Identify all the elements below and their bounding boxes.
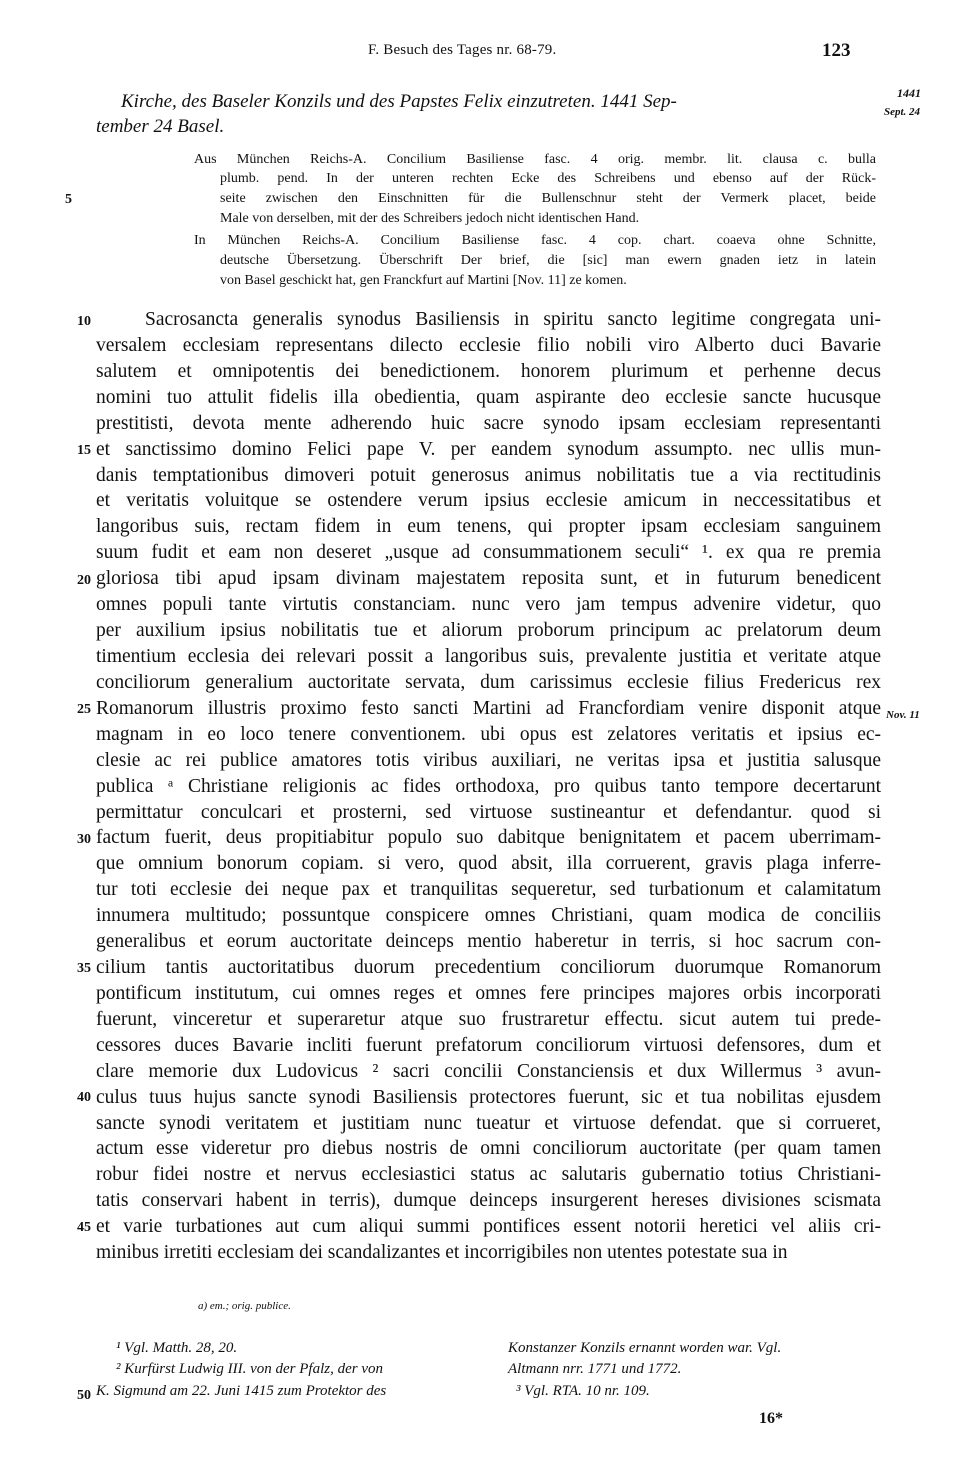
text-line: sancte synodi veritatem et justitiam nunc tueatur et virtuose defendat. que si corrueret, (96, 1112, 881, 1134)
critical-apparatus-note: a) em.; orig. publice. (198, 1300, 291, 1312)
text-line: publica ᵃ Christiane religionis ac fides orthodoxa, pro quibus tanto tempore decertarunt (96, 775, 881, 797)
text-line: prestitisti, devota mente adherendo huic sacre synodo ipsam ecclesiam representanti (96, 412, 881, 434)
line-number: 15 (77, 443, 91, 458)
footnote-right-line: Konstanzer Konzils ernannt worden war. Vgl. (508, 1340, 782, 1356)
line-number: 25 (77, 702, 91, 717)
signature-mark: 16* (759, 1410, 783, 1427)
footnote-right-line: Altmann nrr. 1771 und 1772. (508, 1361, 682, 1377)
text-line: magnam in eo loco tenere conventionem. ubi opus est zelatores veritatis et ipsius ec- (96, 723, 881, 745)
text-line: cessores duces Bavarie incliti fuerunt prefatorum conciliorum virtuosi defensores, dum et (96, 1034, 881, 1056)
page-number: 123 (822, 40, 851, 61)
source-line: plumb. pend. In der unteren rechten Ecke des Schreibens und ebenso auf der Rück- (220, 171, 876, 186)
footnote-left-line: K. Sigmund am 22. Juni 1415 zum Protektor des (96, 1383, 387, 1399)
text-line: tur toti ecclesie dei neque pax et tranquilitas sequeretur, sed turbationum et calamitatum (96, 879, 881, 901)
text-line: timentium ecclesia dei relevari possit a langoribus suis, prevalente justitia et veritate atque (96, 646, 881, 667)
text-line: Romanorum illustris proximo festo sancti Martini ad Francfordiam venire disponit atque (96, 697, 881, 719)
line-number: 35 (77, 961, 91, 976)
margin-note-date: Nov. 11 (886, 709, 920, 721)
text-line: langoribus suis, rectam fidem in eum tenens, qui propter ipsam ecclesiam sanguinem (96, 516, 881, 538)
line-number: 5 (65, 192, 72, 207)
document-heading-line-2: tember 24 Basel. (96, 116, 225, 137)
source-line: deutsche Übersetzung. Überschrift Der brief, die [sic] man ewern gnaden ietz in latein (220, 253, 876, 268)
text-line: minibus irretiti ecclesiam dei scandalizantes et incorrigibiles non utentes potestate sua in (96, 1242, 788, 1264)
text-line: permittatur conculcari et prosterni, sed virtuose sustineantur et defendantur. quod si (96, 801, 881, 823)
source-line: seite zwischen den Einschnitten für die Bullenschnur steht der Vermerk placet, beide (220, 191, 876, 206)
text-line: conciliorum generalium auctoritate servata, dum carissimus ecclesie filius Fredericus rex (96, 671, 881, 693)
text-line: versalem ecclesiam representans dilecto ecclesie filio nobili viro Alberto duci Bavarie (96, 334, 881, 356)
text-line: per auxilium ipsius nobilitatis tue et aliorum proborum principum ac prelatorum deum (96, 620, 881, 641)
text-line: omnes populi tante virtutis constanciam. nunc vero jam tempus advenire videtur, quo (96, 594, 881, 616)
text-line: actum esse videretur pro diebus nostris de omni conciliorum auctoritate (per quam tamen (96, 1138, 881, 1160)
text-line: factum fuerit, deus propitiabitur populo suo dabitque benignitatem et pacem uberrimam- (96, 827, 881, 849)
text-line: clare memorie dux Ludovicus ² sacri concilii Constanciensis et dux Willermus ³ avun- (96, 1060, 881, 1082)
source-line: von Basel geschickt hat, gen Franckfurt auf Martini [Nov. 11] ze komen. (220, 273, 627, 288)
margin-date-day: Sept. 24 (884, 106, 921, 118)
text-line: cilium tantis auctoritatibus duorum precedentium conciliorum duorumque Romanorum (96, 957, 881, 978)
text-line: pontificum institutum, cui omnes reges et omnes fere principes majores orbis incorporati (96, 982, 881, 1004)
text-line: danis temptationibus dimoveri potuit generosus animus nobilitatis tue a via rectitudinis (96, 464, 881, 486)
text-line: culus tuus hujus sancte synodi Basiliensis protectores fuerunt, sic et tua nobilitas ejusdem (96, 1086, 881, 1108)
source-line: Male von derselben, mit der des Schreibers jedoch nicht identischen Hand. (220, 211, 640, 226)
text-line: generalibus et eorum auctoritate deinceps mentio haberetur in terris, si hoc sacrum con- (96, 931, 881, 953)
source-line: In München Reichs-A. Concilium Basiliense fasc. 4 cop. chart. coaeva ohne Schnitte, (194, 233, 876, 248)
margin-date-year: 1441 (897, 86, 921, 100)
line-number: 40 (77, 1090, 91, 1105)
document-heading-line-1: Kirche, des Baseler Konzils und des Papstes Felix einzutreten. 1441 Sep- (121, 91, 677, 112)
text-line: gloriosa tibi apud ipsam divinam majestatem reposita sunt, et in futurum benedicent (96, 568, 881, 590)
footnote-left-line: ¹ Vgl. Matth. 28, 20. (116, 1340, 238, 1356)
line-number: 20 (77, 573, 91, 588)
text-line: Sacrosancta generalis synodus Basiliensis in spiritu sancto legitime congregata uni- (145, 309, 881, 330)
text-line: clesie ac rei publice amatores totis viribus auxiliari, ne veritas ipsa et justitia salusque (96, 749, 881, 771)
line-number: 50 (77, 1388, 91, 1403)
text-line: tatis conservari habent in terris), dumque deinceps insurgerent hereses divisiones scismata (96, 1190, 881, 1212)
text-line: innumera multitudo; possuntque conspicere omnes Christiani, quam modica de conciliis (96, 905, 881, 927)
line-number: 10 (77, 314, 91, 329)
text-line: nomini tuo attulit fidelis illa obedientia, quam aspirante deo ecclesie sancte hucusque (96, 386, 881, 408)
text-line: fuerunt, vinceretur et superaretur atque suo frustraretur effectu. sicut autem tui prede- (96, 1008, 881, 1030)
text-line: et varie turbationes aut cum aliqui summi pontifices essent notorii heretici vel aliis cri- (96, 1216, 881, 1238)
footnote-right-line: ³ Vgl. RTA. 10 nr. 109. (516, 1383, 650, 1399)
line-number: 45 (77, 1220, 91, 1235)
text-line: que omnium bonorum copiam. si vero, quod absit, illa corruerent, gravis plaga inferre- (96, 853, 881, 875)
text-line: robur fidei nostre et nervus ecclesiastici status ac salutaris gubernatio totius Christiani- (96, 1164, 881, 1186)
running-title: F. Besuch des Tages nr. 68-79. (368, 42, 557, 58)
line-number: 30 (77, 832, 91, 847)
text-line: et sanctissimo domino Felici pape V. per eandem synodum assumpto. nec ullis mun- (96, 438, 881, 460)
text-line: suum fudit et eam non deseret „usque ad consummationem seculi“ ¹. ex qua re premia (96, 542, 881, 564)
source-line: Aus München Reichs-A. Concilium Basiliense fasc. 4 orig. membr. lit. clausa c. bulla (194, 152, 876, 167)
footnote-left-line: ² Kurfürst Ludwig III. von der Pfalz, der von (116, 1361, 383, 1377)
text-line: et veritatis voluitque se ostendere verum ipsius ecclesie amicum in neccessitatibus et (96, 490, 881, 512)
text-line: salutem et omnipotentis dei benedictionem. honorem plurimum et perhenne decus (96, 360, 881, 382)
